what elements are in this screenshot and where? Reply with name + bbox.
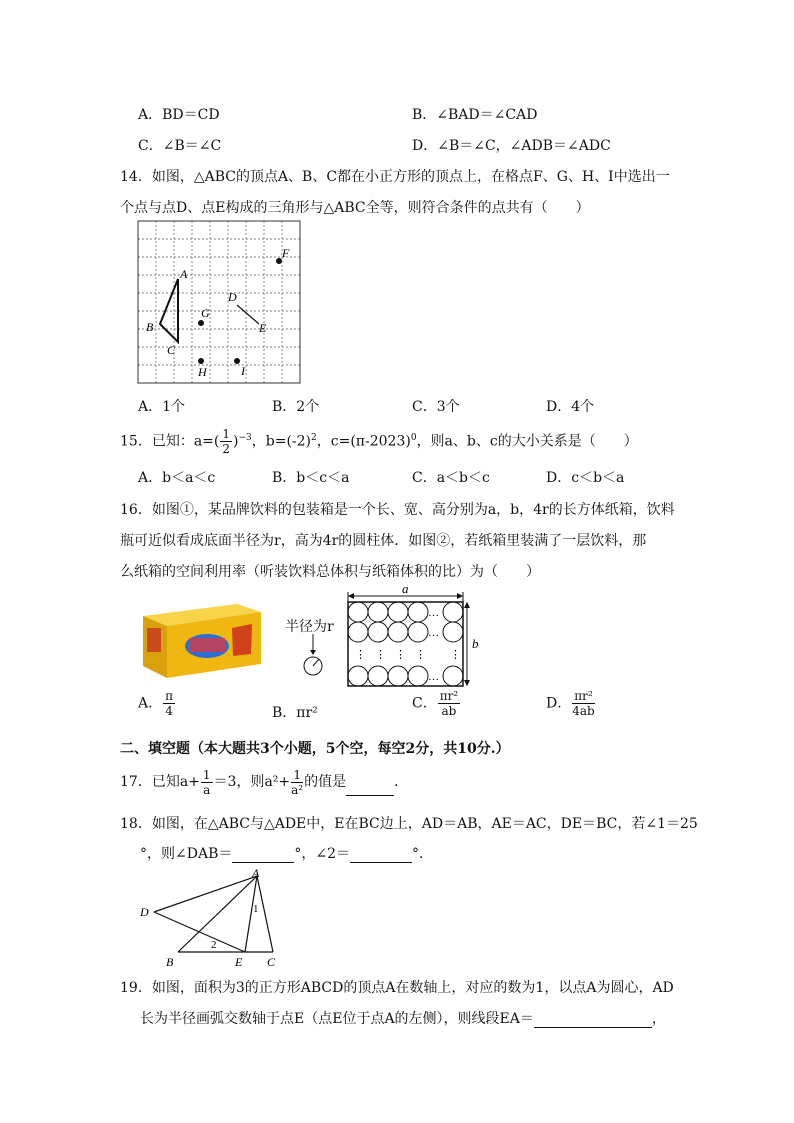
- vdots-3: ⋮: [395, 649, 406, 661]
- q13-option-b: B．∠BAD＝∠CAD: [412, 107, 538, 123]
- vdots-1: ⋮: [355, 649, 366, 661]
- q18-triangle-figure: [133, 866, 283, 970]
- q14-option-c: C．3个: [412, 399, 460, 415]
- q18-line2: °，则∠DAB＝ °，∠2＝ °．: [140, 846, 433, 862]
- vdots-4: ⋮: [415, 649, 426, 661]
- q18-answer-blank-1[interactable]: [232, 846, 294, 863]
- q14-grid-figure: [137, 220, 301, 385]
- q15-option-c: C．a＜b＜c: [412, 470, 490, 486]
- label-c: C: [267, 955, 276, 969]
- dots-row1: …: [428, 607, 439, 619]
- q19-line2: 长为半径画弧交数轴于点E（点E位于点A的左侧），则线段EA＝ ，: [140, 1011, 666, 1027]
- q13-option-a: A．BD＝CD: [138, 107, 220, 123]
- box-of-cans-diagram: [343, 582, 485, 688]
- q16-option-c: C． $\frac{\text{πr²}}{ab}$: [412, 689, 459, 718]
- label-a: A: [180, 267, 188, 281]
- q14-option-d: D．4个: [546, 399, 595, 415]
- label-d: D: [140, 905, 149, 919]
- vdots-5: ⋮: [450, 649, 461, 661]
- label-e: E: [235, 955, 243, 969]
- radius-label: 半径为r: [285, 619, 334, 635]
- q17-answer-blank[interactable]: [346, 777, 394, 796]
- label-f: F: [282, 246, 290, 260]
- label-a: A: [252, 866, 260, 880]
- q14-line2: 个点与点D、点E构成的三角形与△ABC全等，则符合条件的点共有（ ）: [120, 200, 590, 216]
- q14-option-a: A．1个: [138, 399, 186, 415]
- q16-line1: 16．如图①，某品牌饮料的包装箱是一个长、宽、高分别为a，b，4r的长方体纸箱，饮料: [120, 502, 675, 518]
- label-c: C: [167, 343, 176, 357]
- label-h: H: [198, 365, 207, 379]
- vdots-2: ⋮: [375, 649, 386, 661]
- q18-line1: 18．如图，在△ABC与△ADE中，E在BC边上，AD＝AB，AE＝AC，DE＝BC，若∠1＝25: [120, 816, 698, 832]
- q16-option-a: A． $\frac{\pi}{4}$: [138, 689, 174, 718]
- q15-stem: 15．已知：a=( $\frac{1}{2}$ )$^{-3}$，$b=(-2)^2$，$c=(\pi-2023)^0$，则a、b、c的大小关系是（ ）: [120, 427, 638, 457]
- q16-line3: 么纸箱的空间利用率（听装饮料总体积与纸箱体积的比）为（ ）: [120, 564, 540, 580]
- drink-box-image: [137, 598, 263, 680]
- q19-line1: 19．如图，面积为3的正方形ABCD的顶点A在数轴上，对应的数为1，以点A为圆心，AD: [120, 980, 674, 996]
- q16-option-b: B．πr²: [272, 705, 318, 721]
- q15-option-b: B．b＜c＜a: [272, 470, 350, 486]
- dots-row5: …: [428, 671, 439, 683]
- q17-stem: 17．已知a+ $\frac{1}{a}$ ＝3，则a²+ $\frac{1}{\text{a²}}$ 的值是 ．: [120, 767, 409, 797]
- q19-answer-blank[interactable]: [534, 1011, 652, 1028]
- label-i: I: [241, 364, 245, 378]
- label-b: B: [146, 320, 154, 334]
- angle-2-label: 2: [211, 939, 217, 951]
- q15-option-d: D．c＜b＜a: [546, 470, 625, 486]
- angle-1-label: 1: [253, 903, 259, 915]
- label-g: G: [201, 306, 210, 320]
- q14-line1: 14．如图，△ABC的顶点A、B、C都在小正方形的顶点上，在格点F、G、H、I中选出一: [120, 169, 670, 185]
- label-d: D: [228, 290, 237, 304]
- section-2-heading: 二、填空题（本大题共3个小题，5个空，每空2分，共10分.）: [120, 741, 510, 757]
- can-diagram: [298, 634, 328, 680]
- dots-row2: …: [428, 627, 439, 639]
- q18-answer-blank-2[interactable]: [350, 846, 412, 863]
- dim-a-label: a: [402, 582, 409, 596]
- q16-option-d: D． $\frac{\text{πr²}}{4ab}$: [546, 689, 595, 718]
- q16-line2: 瓶可近似看成底面半径为r，高为4r的圆柱体．如图②，若纸箱里装满了一层饮料，那: [120, 533, 647, 549]
- q15-option-a: A．b＜a＜c: [138, 470, 216, 486]
- q14-option-b: B．2个: [272, 399, 320, 415]
- q13-option-d: D．∠B＝∠C，∠ADB＝∠ADC: [412, 138, 611, 154]
- label-e: E: [259, 321, 267, 335]
- dim-b-label: b: [472, 636, 479, 651]
- q13-option-c: C．∠B＝∠C: [138, 138, 222, 154]
- label-b: B: [166, 955, 174, 969]
